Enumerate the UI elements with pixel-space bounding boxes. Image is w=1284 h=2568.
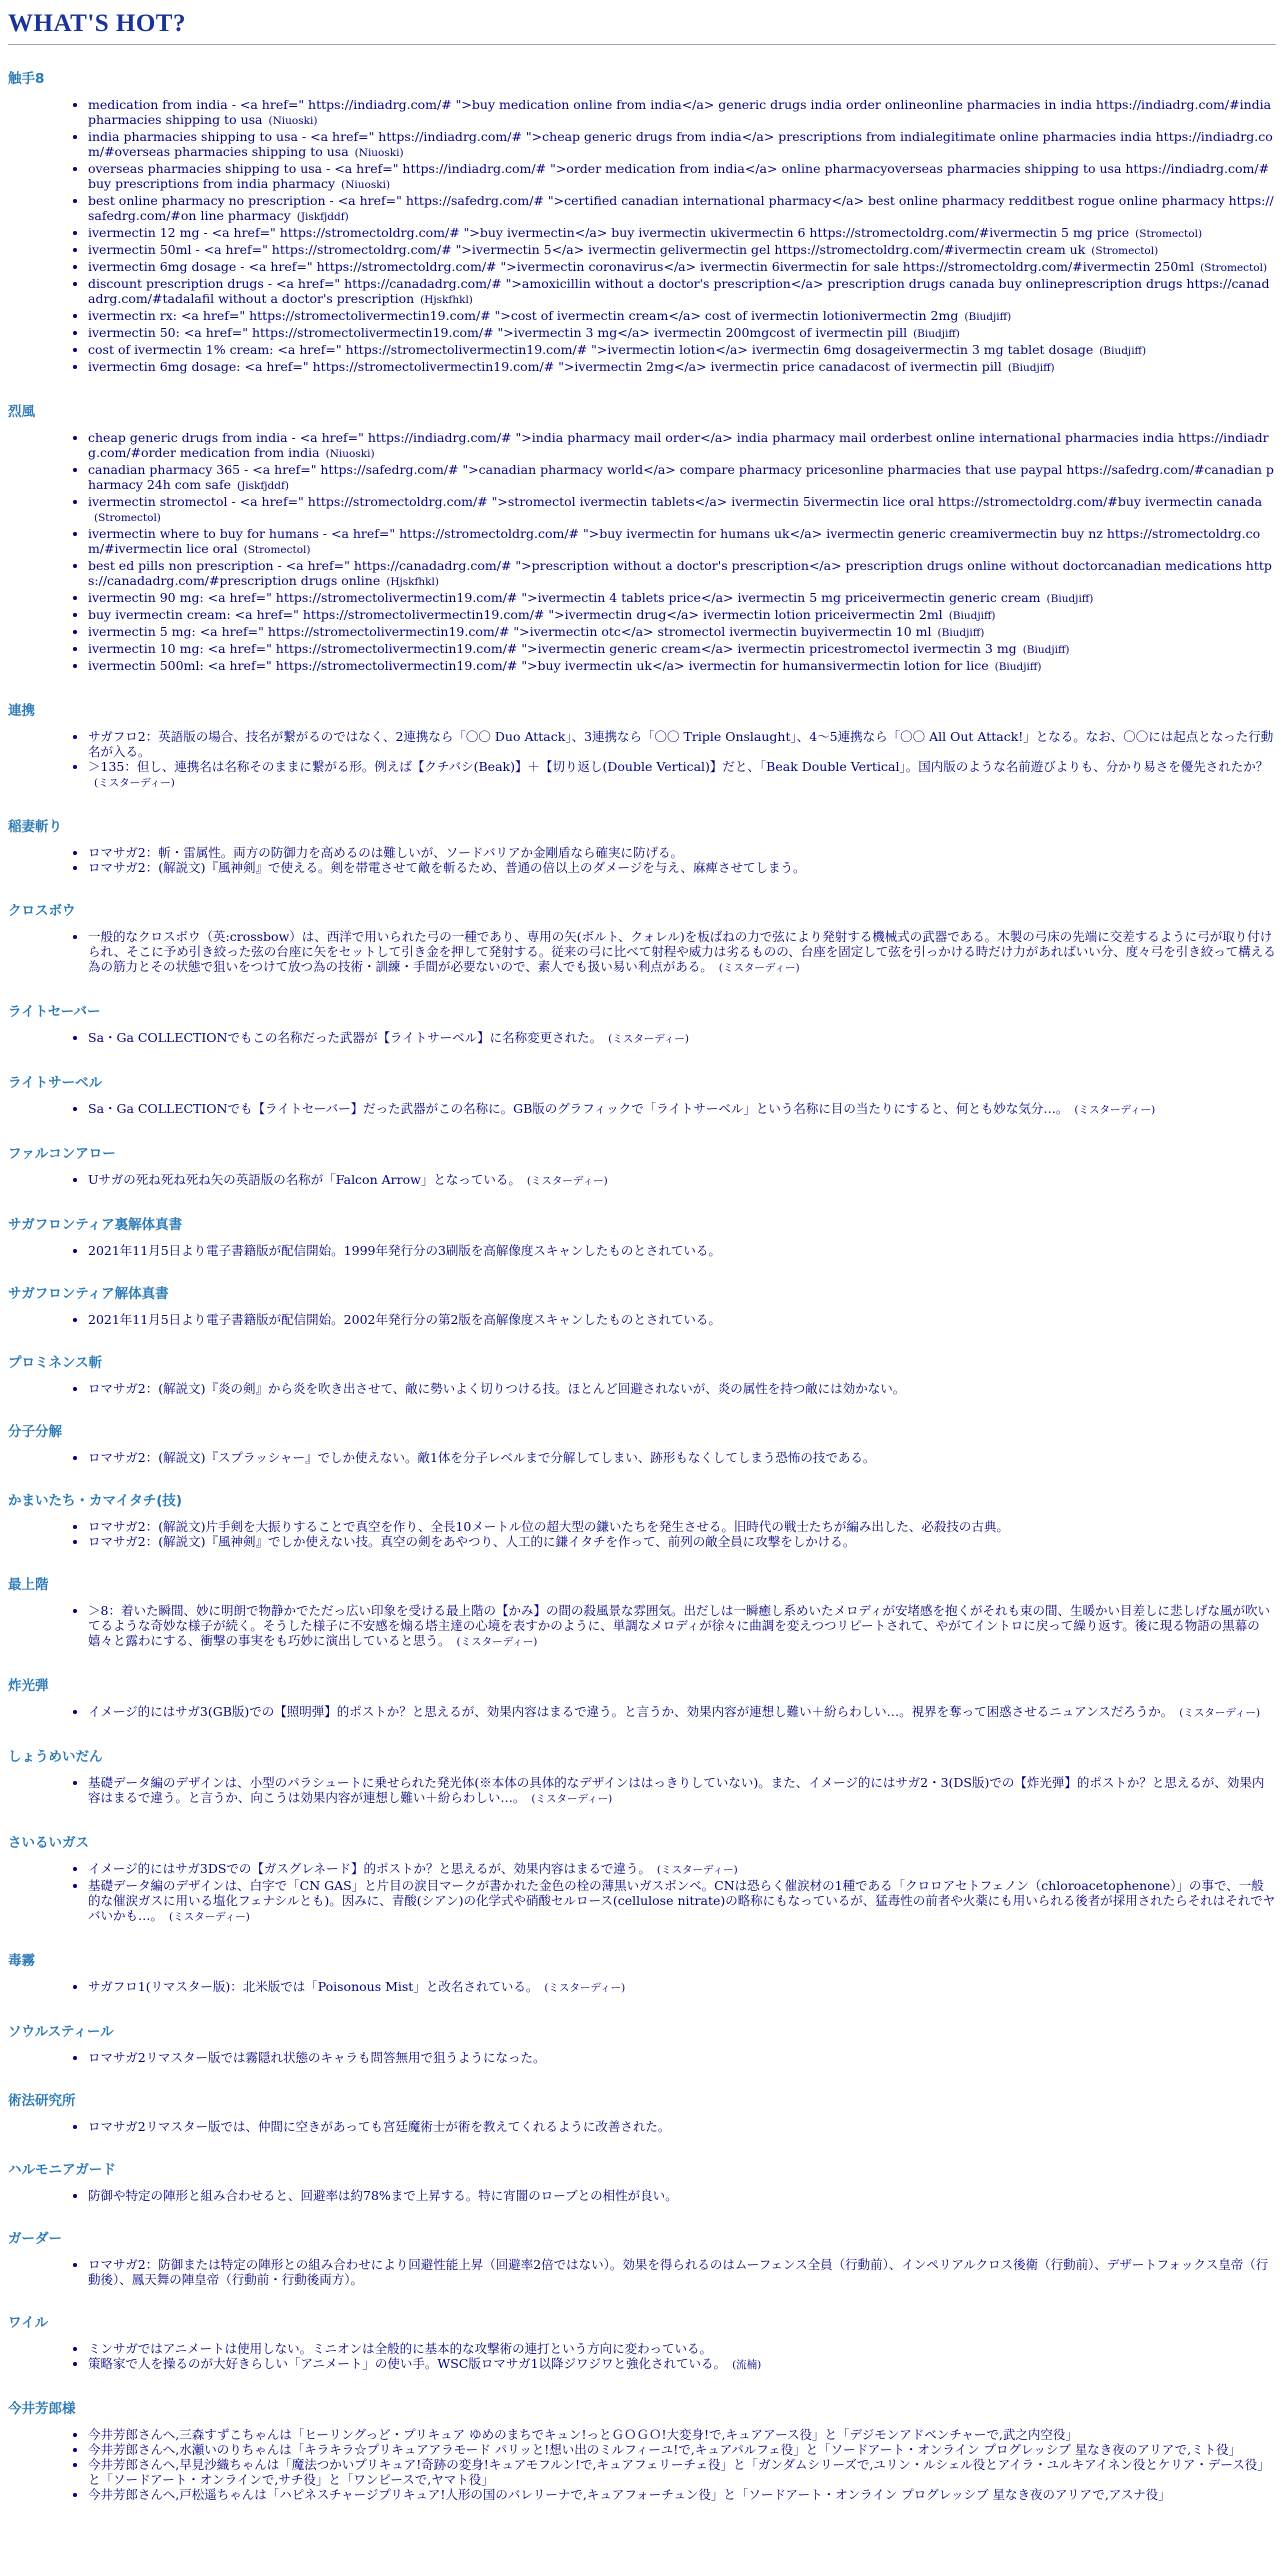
topic-heading-link[interactable]: サガフロンティア解体真書 [8, 1286, 169, 1302]
comment-text: ロマサガ2：(解説文)『炎の剣』から炎を吹き出させて、敵に勢いよく切りつける技。ほとんど回避されないが、炎の属性を持つ敵には効かない。 [88, 1381, 906, 1396]
topic-section [8, 1142, 1276, 1213]
section-spacer [8, 2006, 1276, 2020]
section-spacer [8, 801, 1276, 815]
comment-item [88, 1861, 1276, 1878]
topic-section [8, 1745, 1276, 1831]
comment-item [88, 325, 1276, 342]
comment-author: (ミスターディー) [94, 777, 175, 789]
comment-item [88, 1979, 1276, 1996]
topic-section [8, 67, 1276, 400]
topic-heading-link[interactable]: しょうめいだん [8, 1749, 103, 1765]
topic-heading-link[interactable]: プロミネンス斬 [8, 1355, 103, 1371]
section-spacer [8, 885, 1276, 899]
topic-heading-link[interactable]: ファルコンアロー [8, 1146, 116, 1162]
comment-list [8, 1030, 1276, 1047]
section-spacer [8, 1406, 1276, 1420]
section-spacer [8, 1268, 1276, 1282]
comment-item [88, 1603, 1276, 1650]
section-spacer [8, 2075, 1276, 2089]
section-spacer [8, 685, 1276, 699]
comment-text: ロマサガ2：防御または特定の陣形との組み合わせにより回避性能上昇（回避率2倍ではない）。効果を得られるのはムーフェンス全員（行動前）、インペリアルクロス後衛（行動前）、デザートフォックス皇帝（行動後）、鳳天舞の陣皇帝（行動前・行動後両方）。 [88, 2257, 1269, 2287]
comment-item [88, 641, 1276, 658]
comment-item [88, 276, 1276, 308]
section-spacer [8, 1199, 1276, 1213]
topic-section [8, 2397, 1276, 2526]
comment-list [8, 1704, 1276, 1721]
comment-list [8, 929, 1276, 976]
section-spacer [8, 2512, 1276, 2526]
comment-text: ロマサガ2：(解説文)片手剣を大振りすることで真空を作り、全長10メートル位の超大型の鎌いたちを発生させる。旧時代の戦士たちが編み出した、必殺技の古典。 [88, 1519, 1009, 1534]
topic-section [8, 815, 1276, 899]
topic-section [8, 1831, 1276, 1949]
comment-item [88, 308, 1276, 325]
topic-heading-link[interactable]: ワイル [8, 2315, 49, 2331]
comment-author: (ミスターディー) [544, 1982, 626, 1994]
comment-author: (Biudjiff) [1099, 345, 1147, 357]
comment-author: (Biudjiff) [948, 610, 996, 622]
comment-item [88, 259, 1276, 276]
topic-section [8, 1420, 1276, 1489]
section-spacer [8, 386, 1276, 400]
comment-text: cost of ivermectin 1% cream: <a href=" https://stromectolivermectin19.com/# ">ivermectin lotion</a> ivermectin 6mg dosageivermectin 3 mg tablet dosage [88, 342, 1094, 357]
comment-text: discount prescription drugs - <a href=" https://canadadrg.com/# ">amoxicillin without a doctor's prescription</a> prescription drugs canada buy onlineprescription drugs https://canadadrg.com/#tadalafil without a doctor's prescription [88, 276, 1270, 306]
comment-text: best ed pills non prescription - <a href=" https://canadadrg.com/# ">prescription without a doctor's prescription</a> prescription drugs online without doctorcanadian medications https://canadadrg.com/#prescription drugs online [88, 558, 1272, 588]
comment-author: (Niuoski) [325, 448, 375, 460]
topic-heading-link[interactable]: ハルモニアガード [8, 2162, 116, 2178]
comment-text: ロマサガ2：(解説文)『スプラッシャー』でしか使えない。敵1体を分子レベルまで分解してしまい、跡形もなくしてしまう恐怖の技である。 [88, 1450, 876, 1465]
comment-item [88, 526, 1276, 558]
topic-section [8, 400, 1276, 699]
comment-author: (Jiskfjddf) [296, 211, 349, 223]
section-spacer [8, 1731, 1276, 1745]
comment-text: Sa・Ga COLLECTIONでも【ライトセーバー】だった武器がこの名称に。GB版のグラフィックで「ライトサーベル」という名称に目の当たりにすると、何とも妙な気分…。 [88, 1101, 1069, 1116]
comment-text: ivermectin 10 mg: <a href=" https://stromectolivermectin19.com/# ">ivermectin generic cream</a> ivermectin pricestromectol ivermectin 3 mg [88, 641, 1017, 656]
comment-item [88, 2119, 1276, 2134]
comment-item [88, 759, 1276, 791]
comment-item [88, 2341, 1276, 2356]
topic-section [8, 1949, 1276, 2020]
comment-item [88, 1534, 1276, 1549]
comment-author: (Stromectol) [243, 544, 311, 556]
comment-text: cheap generic drugs from india - <a href=" https://indiadrg.com/# ">india pharmacy mail order</a> india pharmacy mail orderbest online international pharmacies india https://indiadrg.com/#order medication from india [88, 430, 1269, 460]
comment-author: (ミスターディー) [1074, 1104, 1156, 1116]
comment-item [88, 1312, 1276, 1327]
comment-text: ロマサガ2：斬・雷属性。両方の防御力を高めるのは難しいが、ソードバリアか金剛盾なら確実に防げる。 [88, 845, 683, 860]
comment-text: 2021年11月5日より電子書籍版が配信開始。2002年発行分の第2版を高解像度スキャンしたものとされている。 [88, 1312, 721, 1327]
comment-author: (ミスターディー) [456, 1636, 538, 1648]
topic-section [8, 899, 1276, 1000]
comment-item [88, 1381, 1276, 1396]
comment-text: ロマサガ2リマスター版では霧隠れ状態のキャラも問答無用で狙うようになった。 [88, 2050, 546, 2065]
comment-text: 基礎データ編のデザインは、小型のパラシュートに乗せられた発光体(※本体の具体的なデザインははっきりしていない)。また、イメージ的にはサガ2・3(DS版)での【炸光弾】的ポストか？と思えるが、効果内容はまるで違う。と言うか、向こうは効果内容が連想し難い＋紛らわしい…。 [88, 1775, 1265, 1805]
topic-section [8, 1213, 1276, 1282]
comment-text: ivermectin stromectol - <a href=" https://stromectoldrg.com/# ">stromectol ivermectin tablets</a> ivermectin 5ivermectin lice oral https://stromectoldrg.com/#buy ivermectin canada [88, 494, 1263, 509]
comment-author: (Hjskfhkl) [420, 294, 473, 306]
comment-list [8, 2050, 1276, 2065]
hot-topics-list [8, 67, 1276, 2526]
comment-author: (ミスターディー) [656, 1864, 738, 1876]
section-spacer [8, 1559, 1276, 1573]
comment-text: overseas pharmacies shipping to usa - <a href=" https://indiadrg.com/# ">order medication from india</a> online pharmacyoverseas pharmacies shipping to usa https://indiadrg.com/#buy prescriptions from india pharmacy [88, 161, 1270, 191]
comment-author: (Stromectol) [1200, 262, 1268, 274]
comment-author: (Biudjiff) [1022, 644, 1070, 656]
comment-text: ivermectin 5 mg: <a href=" https://stromectolivermectin19.com/# ">ivermectin otc</a> stromectol ivermectin buyivermectin 10 ml [88, 624, 932, 639]
comment-item [88, 97, 1276, 129]
topic-heading-link[interactable]: クロスボウ [8, 903, 76, 919]
comment-text: ivermectin 90 mg: <a href=" https://stromectolivermectin19.com/# ">ivermectin 4 tablets price</a> ivermectin 5 mg priceivermectin generic cream [88, 590, 1041, 605]
comment-item [88, 242, 1276, 259]
topic-heading-link[interactable]: 分子分解 [8, 1424, 62, 1440]
comment-list [8, 97, 1276, 376]
comment-author: (Biudjiff) [994, 661, 1042, 673]
comment-item [88, 1519, 1276, 1534]
comment-text: best online pharmacy no prescription - <a href=" https://safedrg.com/# ">certified canadian international pharmacy</a> best online pharmacy redditbest rogue online pharmacy https://safedrg.com/#on line pharmacy [88, 193, 1274, 223]
comment-text: 今井芳郎さんへ,戸松遥ちゃんは「ハピネスチャージプリキュア!人形の国のバレリーナで,キュアフォーチュン役」と「ソードアート・オンライン プログレッシブ 星なき夜のアリアで,アスナ役」 [88, 2487, 1171, 2502]
section-spacer [8, 1337, 1276, 1351]
topic-heading-link[interactable]: ガーダー [8, 2231, 62, 2247]
comment-item [88, 729, 1276, 759]
comment-text: india pharmacies shipping to usa - <a href=" https://indiadrg.com/# ">cheap generic drugs from india</a> prescriptions from indialegitimate online pharmacies india https://indiadrg.com/#overseas pharmacies shipping to usa [88, 129, 1273, 159]
comment-item [88, 658, 1276, 675]
topic-section [8, 2311, 1276, 2397]
topic-section [8, 2089, 1276, 2158]
comment-list [8, 729, 1276, 791]
comment-author: (Biudjiff) [937, 627, 985, 639]
comment-text: ivermectin 500ml: <a href=" https://stromectolivermectin19.com/# ">buy ivermectin uk</a> ivermectin for humansivermectin lotion for lice [88, 658, 989, 673]
comment-item [88, 430, 1276, 462]
comment-text: 今井芳郎さんへ,早見沙織ちゃんは「魔法つかいプリキュア!奇跡の変身!キュアモフルン!で,キュアフェリーチェ役」と「ガンダムシリーズで,ユリン・ルシェル役とアイラ・ユルキアイネン役とケリア・デース役」と「ソードアート・オンラインで,サチ役」と「ワンピースで,ヤマト役」 [88, 2457, 1270, 2487]
page-title: WHAT'S HOT? [8, 10, 186, 37]
comment-item [88, 590, 1276, 607]
comment-text: イメージ的にはサガ3DSでの【ガスグレネード】的ポストか？と思えるが、効果内容はまるで違う。 [88, 1861, 651, 1876]
comment-text: 基礎データ編のデザインは、白字で「CN GAS」と片目の涙目マークが書かれた金色の栓の薄黒いガスボンベ。CNは恐らく催涙材の1種である「クロロアセトフェノン（chloroacetophenone）」の事で、一般的な催涙ガスに用いる塩化フェナシルとも)。因みに、青酸(シアン)の化学式や硝酸セルロース(cellulose nitrate)の略称にもなっているが、猛毒性の前者や火薬にも用いられる後者が採用されたらそれはそれでヤバいかも…。 [88, 1878, 1276, 1923]
topic-heading-link[interactable]: ソウルスティール [8, 2024, 114, 2040]
section-spacer [8, 2383, 1276, 2397]
comment-text: 今井芳郎さんへ,水瀬いのりちゃんは「キラキラ☆プリキュアアラモード パリッと!想い出のミルフィーユ!で,キュアパルフェ役」と「ソードアート・オンライン プログレッシブ 星なき夜のアリアで,ミト役」 [88, 2442, 1242, 2457]
comment-text: イメージ的にはサガ3(GB版)での【照明弾】的ポストか？と思えるが、効果内容はまるで違う。と言うか、効果内容が連想し難い＋紛らわしい…。視界を奪って困惑させるニュアンスだろうか。 [88, 1704, 1174, 1719]
comment-list [8, 1450, 1276, 1465]
section-spacer [8, 986, 1276, 1000]
comment-item [88, 2257, 1276, 2287]
topic-section [8, 1489, 1276, 1573]
section-spacer [8, 1660, 1276, 1674]
comment-author: (ミスターディー) [531, 1793, 613, 1805]
comment-author: (Niuoski) [341, 179, 391, 191]
topic-heading-link[interactable]: 稲妻斬り [8, 819, 62, 835]
comment-author: (ミスターディー) [608, 1033, 689, 1045]
comment-author: (Stromectol) [1091, 245, 1159, 257]
comment-item [88, 225, 1276, 242]
comment-author: (流楠) [732, 2359, 762, 2371]
comment-list [8, 2341, 1276, 2373]
comment-author: (Biudjiff) [913, 328, 960, 340]
comment-item [88, 607, 1276, 624]
comment-list [8, 430, 1276, 675]
topic-section [8, 2158, 1276, 2227]
section-spacer [8, 1935, 1276, 1949]
comment-author: (ミスターディー) [526, 1175, 608, 1187]
comment-text: ivermectin rx: <a href=" https://stromectolivermectin19.com/# ">cost of ivermectin cream</a> cost of ivermectin lotionivermectin 2mg [88, 308, 959, 323]
comment-item [88, 1704, 1276, 1721]
comment-list [8, 1243, 1276, 1258]
topic-section [8, 1351, 1276, 1420]
comment-list [8, 2188, 1276, 2203]
comment-text: ivermectin 6mg dosage: <a href=" https://stromectolivermectin19.com/# ">ivermectin 2mg</a> ivermectin price canadacost of ivermectin pill [88, 359, 1002, 374]
comment-item [88, 624, 1276, 641]
comment-list [8, 1381, 1276, 1396]
comment-author: (Hjskfhkl) [386, 576, 439, 588]
comment-item [88, 2457, 1276, 2487]
comment-item [88, 2487, 1276, 2502]
topic-section [8, 1573, 1276, 1674]
comment-author: (Biudjiff) [1046, 593, 1094, 605]
comment-text: サガフロ1(リマスター版)：北米版では「Poisonous Mist」と改名されている。 [88, 1979, 539, 1994]
comment-text: canadian pharmacy 365 - <a href=" https://safedrg.com/# ">canadian pharmacy world</a> compare pharmacy pricesonline pharmacies that use paypal https://safedrg.com/#canadian pharmacy 24h com safe [88, 462, 1274, 492]
comment-item [88, 2442, 1276, 2457]
comment-list [8, 1603, 1276, 1650]
comment-list [8, 2119, 1276, 2134]
title-divider [8, 44, 1276, 45]
comment-item [88, 558, 1276, 590]
comment-item [88, 2050, 1276, 2065]
comment-text: ロマサガ2：(解説文)『風神剣』で使える。剣を帯電させて敵を斬るため、普通の倍以上のダメージを与え、麻痺させてしまう。 [88, 860, 806, 875]
topic-heading-link[interactable]: サガフロンティア裏解体真書 [8, 1217, 183, 1233]
comment-item [88, 1172, 1276, 1189]
topic-section [8, 1282, 1276, 1351]
comment-item [88, 193, 1276, 225]
comment-item [88, 2356, 1276, 2373]
comment-item [88, 359, 1276, 376]
comment-list [8, 1101, 1276, 1118]
comment-item [88, 1775, 1276, 1807]
comment-text: ロマサガ2：(解説文)『風神剣』でしか使えない技。真空の剣をあやつり、人工的に鎌イタチを作って、前列の敵全員に攻撃をしかける。 [88, 1534, 856, 1549]
comment-author: (Biudjiff) [964, 311, 1012, 323]
comment-text: ivermectin 50ml - <a href=" https://stromectoldrg.com/# ">ivermectin 5</a> ivermectin gelivermectin gel https://stromectoldrg.com/#ivermectin cream uk [88, 242, 1086, 257]
comment-text: 今井芳郎さんへ,三森すずこちゃんは「ヒーリングっど・プリキュア ゆめのまちでキュン!っとＧＯＧＯ!大変身!で,キュアアース役」と「デジモンアドベンチャーで,武之内空役」 [88, 2427, 1078, 2442]
comment-text: Sa・Ga COLLECTIONでもこの名称だった武器が【ライトサーベル】に名称変更された。 [88, 1030, 603, 1045]
topic-heading-link[interactable]: 術法研究所 [8, 2093, 76, 2109]
comment-text: 一般的なクロスボウ（英:crossbow）は、西洋で用いられた弓の一種であり、専用の矢(ボルト、クォレル)を板ばねの力で弦により発射する機械式の武器である。木製の弓床の先端に交差するように弓が取り付けられ、そこに予め引き絞った弦の台座に矢をセットして引き金を押して発射する。従来の弓に比べて射程や威力は劣るものの、台座を固定して弦を引っかける時だけ力があればいい分、度々弓を引き絞って構える為の筋力とその状態で狙いをつけて放つ為の技術・訓練・手間が必要ないので、素人でも扱い易い利点がある。 [88, 929, 1276, 974]
comment-text: ivermectin 6mg dosage - <a href=" https://stromectoldrg.com/# ">ivermectin coronavirus</a> ivermectin 6ivermectin for sale https://stromectoldrg.com/#ivermectin 250ml [88, 259, 1195, 274]
topic-heading-link[interactable]: 連携 [8, 703, 35, 719]
comment-text: 防御や特定の陣形と組み合わせると、回避率は約78%まで上昇する。特に宵闇のローブとの相性が良い。 [88, 2188, 678, 2203]
topic-heading-link[interactable]: 触手8 [8, 71, 45, 87]
comment-author: (ミスターディー) [169, 1911, 250, 1923]
comment-text: buy ivermectin cream: <a href=" https://stromectolivermectin19.com/# ">ivermectin drug</a> ivermectin lotion priceivermectin 2ml [88, 607, 943, 622]
comment-text: 策略家で人を操るのが大好きらしい「アニメート」の使い手。WSC版ロマサガ1以降ジワジワと強化されている。 [88, 2356, 727, 2371]
comment-item [88, 1878, 1276, 1925]
comment-text: ivermectin 12 mg - <a href=" https://stromectoldrg.com/# ">buy ivermectin</a> buy ivermectin ukivermectin 6 https://stromectoldrg.com/#ivermectin 5 mg price [88, 225, 1130, 240]
comment-list [8, 1172, 1276, 1189]
comment-text: ミンサガではアニメートは使用しない。ミニオンは全般的に基本的な攻撃術の連打という方向に変わっている。 [88, 2341, 713, 2356]
comment-author: (Biudjiff) [1007, 362, 1055, 374]
topic-heading-link[interactable]: 今井芳郎様 [8, 2401, 76, 2417]
section-spacer [8, 2144, 1276, 2158]
comment-item [88, 1030, 1276, 1047]
topic-heading-link[interactable]: さいるいガス [8, 1835, 89, 1851]
comment-list [8, 2257, 1276, 2287]
comment-author: (Jiskfjddf) [237, 480, 289, 492]
comment-item [88, 860, 1276, 875]
comment-item [88, 161, 1276, 193]
comment-text: ＞8：着いた瞬間、妙に明朗で物静かでただっ広い印象を受ける最上階の【かみ】の間の殺風景な雰囲気。出だしは一瞬癒し系めいたメロディが安堵感を抱くがそれも束の間、生暖かい目差しに悲しげな風が吹いてるような奇妙な様子が続く。そうした様子に不安感を煽る塔主達の心境を表すかのように、単調なメロディが徐々に曲調を変えつつリピートされて、やがてイントロに戻って繰り返す。後に現る物語の黒幕の嬉々と露わにする、衝撃の事実をも巧妙に演出していると思う。 [88, 1603, 1270, 1648]
comment-item [88, 342, 1276, 359]
comment-author: (ミスターディー) [718, 962, 800, 974]
topic-heading-link[interactable]: 最上階 [8, 1577, 49, 1593]
topic-heading-link[interactable]: 烈風 [8, 404, 35, 420]
comment-author: (Niuoski) [268, 115, 318, 127]
comment-item [88, 129, 1276, 161]
comment-list [8, 1979, 1276, 1996]
topic-heading-link[interactable]: 炸光弾 [8, 1678, 49, 1694]
comment-item [88, 1101, 1276, 1118]
comment-text: ivermectin where to buy for humans - <a href=" https://stromectoldrg.com/# ">buy ivermectin for humans uk</a> ivermectin generic creamivermectin buy nz https://stromectoldrg.com/#ivermectin lice oral [88, 526, 1261, 556]
comment-author: (Niuoski) [354, 147, 404, 159]
section-spacer [8, 1475, 1276, 1489]
topic-heading-link[interactable]: ライトサーベル [8, 1075, 103, 1091]
comment-text: ロマサガ2リマスター版では、仲間に空きがあっても宮廷魔術士が術を教えてくれるように改善された。 [88, 2119, 671, 2134]
section-spacer [8, 2297, 1276, 2311]
section-spacer [8, 1057, 1276, 1071]
comment-item [88, 1450, 1276, 1465]
comment-item [88, 494, 1276, 526]
comment-item [88, 462, 1276, 494]
topic-section [8, 2020, 1276, 2089]
comment-text: medication from india - <a href=" https://indiadrg.com/# ">buy medication online from india</a> generic drugs india order onlineonline pharmacies in india https://indiadrg.com/#india pharmacies shipping to usa [88, 97, 1272, 127]
comment-list [8, 1312, 1276, 1327]
comment-item [88, 845, 1276, 860]
comment-item [88, 929, 1276, 976]
comment-text: Uサガの死ね死ね死ね矢の英語版の名称が「Falcon Arrow」となっている。 [88, 1172, 521, 1187]
comment-list [8, 1861, 1276, 1925]
comment-list [8, 2427, 1276, 2502]
section-spacer [8, 1128, 1276, 1142]
topic-section [8, 2227, 1276, 2311]
comment-list [8, 1775, 1276, 1807]
topic-heading-link[interactable]: ライトセーバー [8, 1004, 101, 1020]
section-spacer [8, 2213, 1276, 2227]
comment-list [8, 845, 1276, 875]
comment-item [88, 1243, 1276, 1258]
topic-section [8, 1071, 1276, 1142]
comment-text: ＞135：但し、連携名は名称そのままに繋がる形。例えば【クチバシ(Beak)】＋【切り返し(Double Vertical)】だと、「Beak Double Vertical」。国内版のような名前遊びよりも、分かり易さを優先されたか？ [88, 759, 1269, 774]
comment-author: (Stromectol) [1135, 228, 1203, 240]
topic-heading-link[interactable]: 毒霧 [8, 1953, 35, 1969]
comment-item [88, 2188, 1276, 2203]
comment-item [88, 2427, 1276, 2442]
topic-section [8, 1674, 1276, 1745]
comment-text: サガフロ2：英語版の場合、技名が繋がるのではなく、2連携なら「〇〇 Duo Attack」、3連携なら「〇〇 Triple Onslaught」、4～5連携なら「〇〇 All Out Attack!」となる。なお、〇〇には起点となった行動名が入る。 [88, 729, 1274, 759]
comment-list [8, 1519, 1276, 1549]
comment-text: ivermectin 50: <a href=" https://stromectolivermectin19.com/# ">ivermectin 3 mg</a> ivermectin 200mgcost of ivermectin pill [88, 325, 908, 340]
comment-author: (Stromectol) [94, 512, 161, 524]
topic-section [8, 1000, 1276, 1071]
section-spacer [8, 1817, 1276, 1831]
topic-heading-link[interactable]: かまいたち・カマイタチ(技) [8, 1493, 183, 1509]
comment-text: 2021年11月5日より電子書籍版が配信開始。1999年発行分の3刷版を高解像度スキャンしたものとされている。 [88, 1243, 721, 1258]
topic-section [8, 699, 1276, 815]
comment-author: (ミスターディー) [1179, 1707, 1261, 1719]
